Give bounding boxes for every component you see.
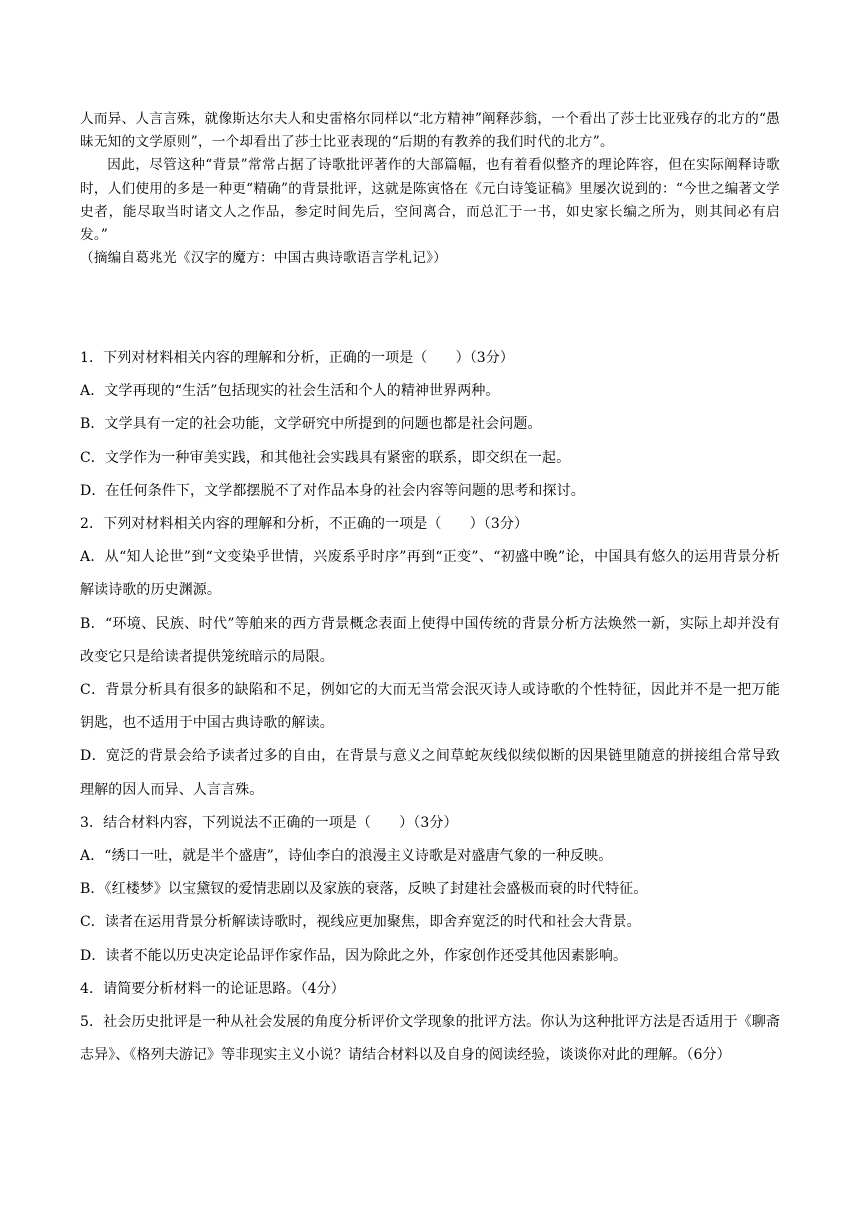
question-1-option-a: A．文学再现的“生活”包括现实的社会生活和个人的精神世界两种。: [80, 383, 500, 400]
passage-paragraph: 人而异、人言言殊，就像斯达尔夫人和史雷格尔同样以“北方精神”阐释莎翁，一个看出了莎士比亚残存的北方的“愚昧无知的文学原则”，一个却看出了莎士比亚表现的“后期的有教养的我们时代的北方”。: [80, 111, 780, 151]
question-1-option-c: C．文学作为一种审美实践，和其他社会实践具有紧密的联系，即交织在一起。: [80, 449, 571, 466]
question-1-option-b: B．文学具有一定的社会功能，文学研究中所提到的问题也都是社会问题。: [80, 416, 542, 433]
reading-passage: [80, 108, 780, 270]
question-3-option-b: B．《红楼梦》以宝黛钗的爱情悲剧以及家族的衰落，反映了封建社会盛极而衰的时代特征。: [80, 881, 648, 898]
question-2-option-b: B．“环境、民族、时代”等舶来的西方背景概念表面上使得中国传统的背景分析方法焕然一新，实际上却并没有改变它只是给读者提供笼统暗示的局限。: [80, 615, 780, 665]
question-1-option-d: D．在任何条件下，文学都摆脱不了对作品本身的社会内容等问题的思考和探讨。: [80, 482, 585, 499]
question-4-stem: 4．请简要分析材料一的论证思路。（4分）: [80, 980, 345, 997]
question-3-stem: 3．结合材料内容，下列说法不正确的一项是（ ）（3分）: [80, 814, 458, 831]
question-2-option-a: A．从“知人论世”到“文变染乎世情，兴废系乎时序”再到“正变”、“初盛中晚”论，中国具有悠久的运用背景分析解读诗歌的历史渊源。: [80, 549, 780, 599]
question-2-stem: 2．下列对材料相关内容的理解和分析，不正确的一项是（ ）（3分）: [80, 516, 529, 533]
question-list: [80, 342, 780, 1072]
question-3-option-d: D．读者不能以历史决定论品评作家作品，因为除此之外，作家创作还受其他因素影响。: [80, 947, 628, 964]
passage-source: （摘编自葛兆光《汉字的魔方：中国古典诗歌语言学札记》）: [80, 250, 447, 267]
question-3-option-c: C．读者在运用背景分析解读诗歌时，视线应更加聚焦，即舍弃宽泛的时代和社会大背景。: [80, 914, 641, 931]
question-2-option-c: C．背景分析具有很多的缺陷和不足，例如它的大而无当常会泯灭诗人或诗歌的个性特征，因此并不是一把万能钥匙，也不适用于中国古典诗歌的解读。: [80, 682, 780, 732]
question-5-stem: 5．社会历史批评是一种从社会发展的角度分析评价文学现象的批评方法。你认为这种批评方法是否适用于《聊斋志异》、《格列夫游记》等非现实主义小说？请结合材料以及自身的阅读经验，谈谈你对此的理解。（6分）: [80, 1014, 780, 1064]
question-1-stem: 1．下列对材料相关内容的理解和分析，正确的一项是（ ）（3分）: [80, 350, 515, 366]
question-2-option-d: D．宽泛的背景会给予读者过多的自由，在背景与意义之间草蛇灰线似续似断的因果链里随意的拼接组合常导致理解的因人而异、人言言殊。: [80, 748, 780, 798]
passage-paragraph: 因此，尽管这种“背景”常常占据了诗歌批评著作的大部篇幅，也有着看似整齐的理论阵容，但在实际阐释诗歌时，人们使用的多是一种更“精确”的背景批评，这就是陈寅恪在《元白诗笺证稿》里屡次说到的：“今世之编著文学史者，能尽取当时诸文人之作品，参定时间先后，空间离合，而总汇于一书，如史家长编之所为，则其间必有启发。”: [80, 157, 780, 244]
question-3-option-a: A．“绣口一吐，就是半个盛唐”，诗仙李白的浪漫主义诗歌是对盛唐气象的一种反映。: [80, 848, 613, 865]
